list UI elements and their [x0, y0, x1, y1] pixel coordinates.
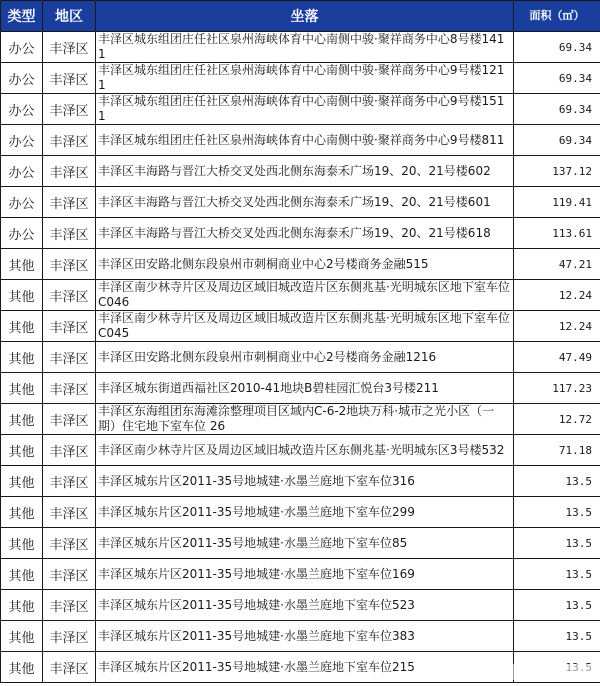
table-row: [1, 497, 600, 528]
cell-location: 丰泽区城东片区2011-35号地城建·水墨兰庭地下室车位299: [96, 497, 514, 528]
cell-type: 办公: [1, 63, 43, 94]
watermark: [502, 664, 592, 680]
cell-location: 丰泽区田安路北侧东段泉州市刺桐商业中心2号楼商务金融515: [96, 249, 514, 280]
cell-type: 其他: [1, 280, 43, 311]
cell-location: 丰泽区南少林寺片区及周边区域旧城改造片区东侧兆基·光明城东区地下室车位C046: [96, 280, 514, 311]
cell-type: 其他: [1, 435, 43, 466]
cell-district: 丰泽区: [43, 404, 96, 435]
header-area: 面积（㎡）: [514, 1, 600, 32]
table-row: [1, 404, 600, 435]
cell-district: 丰泽区: [43, 590, 96, 621]
table-row: [1, 280, 600, 311]
cell-area: 12.24: [514, 280, 600, 311]
table-row: [1, 342, 600, 373]
cell-area: 13.5: [514, 559, 600, 590]
cell-area: 13.5: [514, 466, 600, 497]
table-row: [1, 187, 600, 218]
cell-location: 丰泽区城东片区2011-35号地城建·水墨兰庭地下室车位316: [96, 466, 514, 497]
table-row: [1, 63, 600, 94]
cell-location: 丰泽区城东组团庄任社区泉州海峡体育中心南侧中骏·聚祥商务中心8号楼1411: [96, 32, 514, 63]
header-location: 坐落: [96, 1, 514, 32]
cell-district: 丰泽区: [43, 497, 96, 528]
cell-type: 其他: [1, 497, 43, 528]
cell-district: 丰泽区: [43, 466, 96, 497]
cell-location: 丰泽区东海组团东海滩涂整理项目区域内C-6-2地块万科·城市之光小区（一期）住宅地下室车位 26: [96, 404, 514, 435]
cell-type: 其他: [1, 311, 43, 342]
table-row: [1, 94, 600, 125]
cell-district: 丰泽区: [43, 125, 96, 156]
cell-type: 其他: [1, 373, 43, 404]
table-row: [1, 559, 600, 590]
cell-district: 丰泽区: [43, 249, 96, 280]
cell-location: 丰泽区丰海路与晋江大桥交叉处西北侧东海泰禾广场19、20、21号楼618: [96, 218, 514, 249]
cell-type: 办公: [1, 218, 43, 249]
cell-district: 丰泽区: [43, 528, 96, 559]
cell-area: 12.24: [514, 311, 600, 342]
cell-type: 其他: [1, 559, 43, 590]
cell-district: 丰泽区: [43, 63, 96, 94]
cell-district: 丰泽区: [43, 435, 96, 466]
cell-type: 办公: [1, 187, 43, 218]
cell-location: 丰泽区城东片区2011-35号地城建·水墨兰庭地下室车位85: [96, 528, 514, 559]
table-row: [1, 311, 600, 342]
cell-area: 47.49: [514, 342, 600, 373]
cell-location: 丰泽区田安路北侧东段泉州市刺桐商业中心2号楼商务金融1216: [96, 342, 514, 373]
cell-area: 13.5: [514, 621, 600, 652]
table-row: [1, 621, 600, 652]
table-row: [1, 528, 600, 559]
cell-location: 丰泽区城东片区2011-35号地城建·水墨兰庭地下室车位169: [96, 559, 514, 590]
table-row: [1, 156, 600, 187]
table-row: [1, 218, 600, 249]
cell-location: 丰泽区城东组团庄任社区泉州海峡体育中心南侧中骏·聚祥商务中心9号楼1511: [96, 94, 514, 125]
cell-district: 丰泽区: [43, 311, 96, 342]
table-row: [1, 435, 600, 466]
cell-area: 117.23: [514, 373, 600, 404]
table-row: [1, 590, 600, 621]
cell-district: 丰泽区: [43, 218, 96, 249]
cell-district: 丰泽区: [43, 652, 96, 683]
cell-location: 丰泽区丰海路与晋江大桥交叉处西北侧东海泰禾广场19、20、21号楼602: [96, 156, 514, 187]
cell-area: 12.72: [514, 404, 600, 435]
table-row: [1, 466, 600, 497]
cell-location: 丰泽区城东组团庄任社区泉州海峡体育中心南侧中骏·聚祥商务中心9号楼811: [96, 125, 514, 156]
cell-district: 丰泽区: [43, 373, 96, 404]
cell-type: 其他: [1, 528, 43, 559]
table-row: [1, 125, 600, 156]
cell-area: 69.34: [514, 94, 600, 125]
cell-type: 其他: [1, 590, 43, 621]
cell-location: 丰泽区城东片区2011-35号地城建·水墨兰庭地下室车位215: [96, 652, 514, 683]
cell-type: 其他: [1, 652, 43, 683]
cell-type: 其他: [1, 249, 43, 280]
cell-district: 丰泽区: [43, 342, 96, 373]
header-district: 地区: [43, 1, 96, 32]
table-row: [1, 373, 600, 404]
cell-location: 丰泽区城东片区2011-35号地城建·水墨兰庭地下室车位523: [96, 590, 514, 621]
cell-area: 13.5: [514, 590, 600, 621]
cell-type: 办公: [1, 94, 43, 125]
table-row: [1, 32, 600, 63]
table-body: [1, 32, 600, 683]
table-header: [1, 1, 600, 32]
cell-area: 71.18: [514, 435, 600, 466]
cell-type: 其他: [1, 466, 43, 497]
cell-area: 13.5: [514, 497, 600, 528]
cell-district: 丰泽区: [43, 156, 96, 187]
cell-district: 丰泽区: [43, 559, 96, 590]
table-row: [1, 249, 600, 280]
cell-type: 其他: [1, 342, 43, 373]
cell-type: 其他: [1, 404, 43, 435]
cell-district: 丰泽区: [43, 187, 96, 218]
cell-district: 丰泽区: [43, 280, 96, 311]
cell-area: 69.34: [514, 32, 600, 63]
cell-area: 119.41: [514, 187, 600, 218]
header-row: [1, 1, 600, 32]
cell-area: 13.5: [514, 528, 600, 559]
cell-area: 69.34: [514, 63, 600, 94]
cell-area: 113.61: [514, 218, 600, 249]
cell-type: 办公: [1, 32, 43, 63]
cell-location: 丰泽区城东片区2011-35号地城建·水墨兰庭地下室车位383: [96, 621, 514, 652]
cell-area: 137.12: [514, 156, 600, 187]
cell-location: 丰泽区城东街道西福社区2010-41地块B碧桂园汇悦台3号楼211: [96, 373, 514, 404]
cell-location: 丰泽区城东组团庄任社区泉州海峡体育中心南侧中骏·聚祥商务中心9号楼1211: [96, 63, 514, 94]
cell-district: 丰泽区: [43, 32, 96, 63]
cell-area: 47.21: [514, 249, 600, 280]
cell-type: 办公: [1, 125, 43, 156]
cell-location: 丰泽区丰海路与晋江大桥交叉处西北侧东海泰禾广场19、20、21号楼601: [96, 187, 514, 218]
cell-location: 丰泽区南少林寺片区及周边区域旧城改造片区东侧兆基·光明城东区地下室车位C045: [96, 311, 514, 342]
header-type: 类型: [1, 1, 43, 32]
cell-district: 丰泽区: [43, 94, 96, 125]
cell-district: 丰泽区: [43, 621, 96, 652]
cell-type: 其他: [1, 621, 43, 652]
cell-area: 69.34: [514, 125, 600, 156]
cell-type: 办公: [1, 156, 43, 187]
cell-location: 丰泽区南少林寺片区及周边区域旧城改造片区东侧兆基·光明城东区3号楼532: [96, 435, 514, 466]
